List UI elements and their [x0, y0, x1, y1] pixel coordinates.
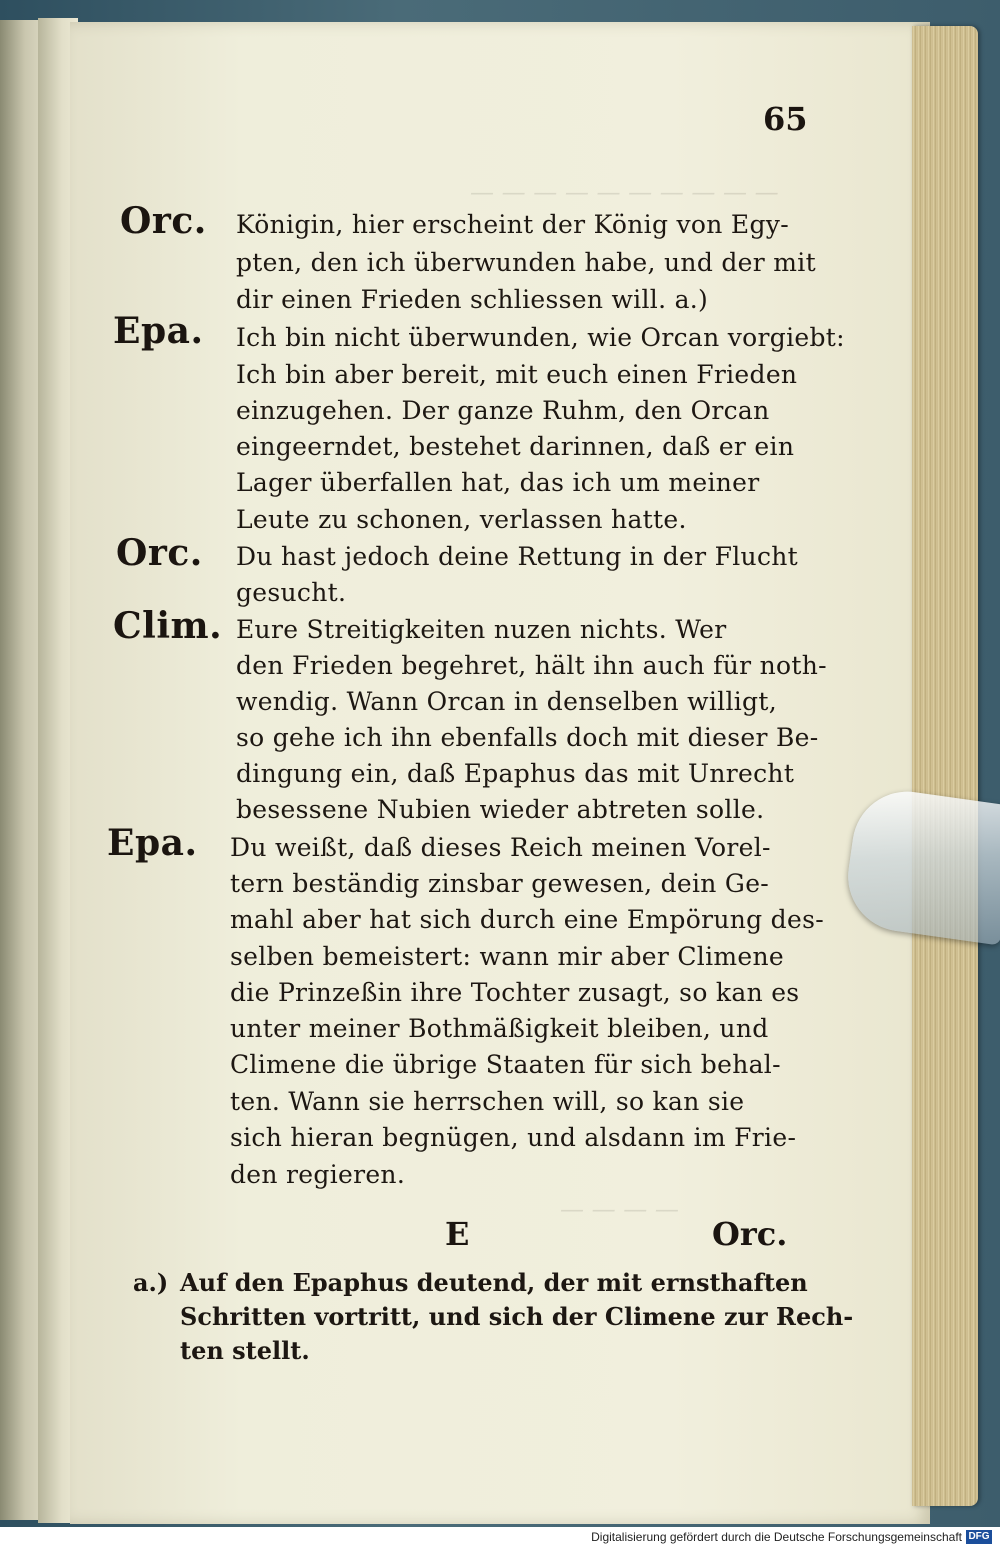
footer-credit: Digitalisierung gefördert durch die Deutsche Forschungsgemeinschaft — [591, 1530, 962, 1544]
footnote-line: ten stellt. — [180, 1336, 310, 1365]
text-line: Königin, hier erscheint der König von Egy- — [236, 210, 789, 239]
text-line: unter meiner Bothmäßigkeit bleiben, und — [230, 1014, 769, 1043]
text-line: Leute zu schonen, verlassen hatte. — [236, 505, 687, 534]
text-line: Climene die übrige Staaten für sich behal- — [230, 1050, 781, 1079]
text-line: die Prinzeßin ihre Tochter zusagt, so kan es — [230, 978, 800, 1007]
text-line: eingeerndet, bestehet darinnen, daß er ein — [236, 432, 795, 461]
speaker-label: Orc. — [120, 200, 207, 242]
bleed-through-text: — — — — — [560, 1195, 679, 1223]
text-line: Ich bin aber bereit, mit euch einen Frieden — [236, 360, 798, 389]
text-line: ten. Wann sie herrschen will, so kan sie — [230, 1087, 745, 1116]
footnote-marker: a.) — [133, 1268, 169, 1297]
text-line: den regieren. — [230, 1160, 406, 1189]
text-line: gesucht. — [236, 578, 347, 607]
footnote-line: Schritten vortritt, und sich der Climene zur Rech- — [180, 1302, 854, 1331]
bleed-through-text: — — — — — — — — — — — [470, 178, 779, 206]
dfg-logo-icon: DFG — [966, 1530, 992, 1544]
text-line: mahl aber hat sich durch eine Empörung des- — [230, 905, 824, 934]
text-line: wendig. Wann Orcan in denselben willigt, — [236, 687, 777, 716]
page-stack-edges — [912, 26, 978, 1506]
text-line: Eure Streitigkeiten nuzen nichts. Wer — [236, 615, 727, 644]
page-number: 65 — [763, 100, 808, 138]
text-line: tern beständig zinsbar gewesen, dein Ge- — [230, 869, 770, 898]
text-line: so gehe ich ihn ebenfalls doch mit dieser Be- — [236, 723, 819, 752]
text-line: Ich bin nicht überwunden, wie Orcan vorgiebt: — [236, 323, 845, 352]
text-line: Du hast jedoch deine Rettung in der Flucht — [236, 542, 799, 571]
speaker-label: Orc. — [116, 532, 203, 574]
text-line: Lager überfallen hat, das ich um meiner — [236, 468, 760, 497]
text-line: selben bemeistert: wann mir aber Climene — [230, 942, 784, 971]
text-line: besessene Nubien wieder abtreten solle. — [236, 795, 765, 824]
text-line: dir einen Frieden schliessen will. a.) — [236, 285, 709, 314]
speaker-label: Epa. — [113, 310, 204, 352]
text-line: pten, den ich überwunden habe, und der mit — [236, 248, 816, 277]
footnote-line: Auf den Epaphus deutend, der mit ernsthaften — [180, 1268, 808, 1297]
text-line: einzugehen. Der ganze Ruhm, den Orcan — [236, 396, 770, 425]
signature-mark: E — [445, 1215, 470, 1253]
text-line: dingung ein, daß Epaphus das mit Unrecht — [236, 759, 795, 788]
speaker-label: Clim. — [113, 605, 223, 647]
speaker-label: Epa. — [107, 822, 198, 864]
catchword: Orc. — [712, 1215, 788, 1253]
text-line: sich hieran begnügen, und alsdann im Frie- — [230, 1123, 797, 1152]
text-line: Du weißt, daß dieses Reich meinen Vorel- — [230, 833, 771, 862]
text-line: den Frieden begehret, hält ihn auch für noth- — [236, 651, 827, 680]
